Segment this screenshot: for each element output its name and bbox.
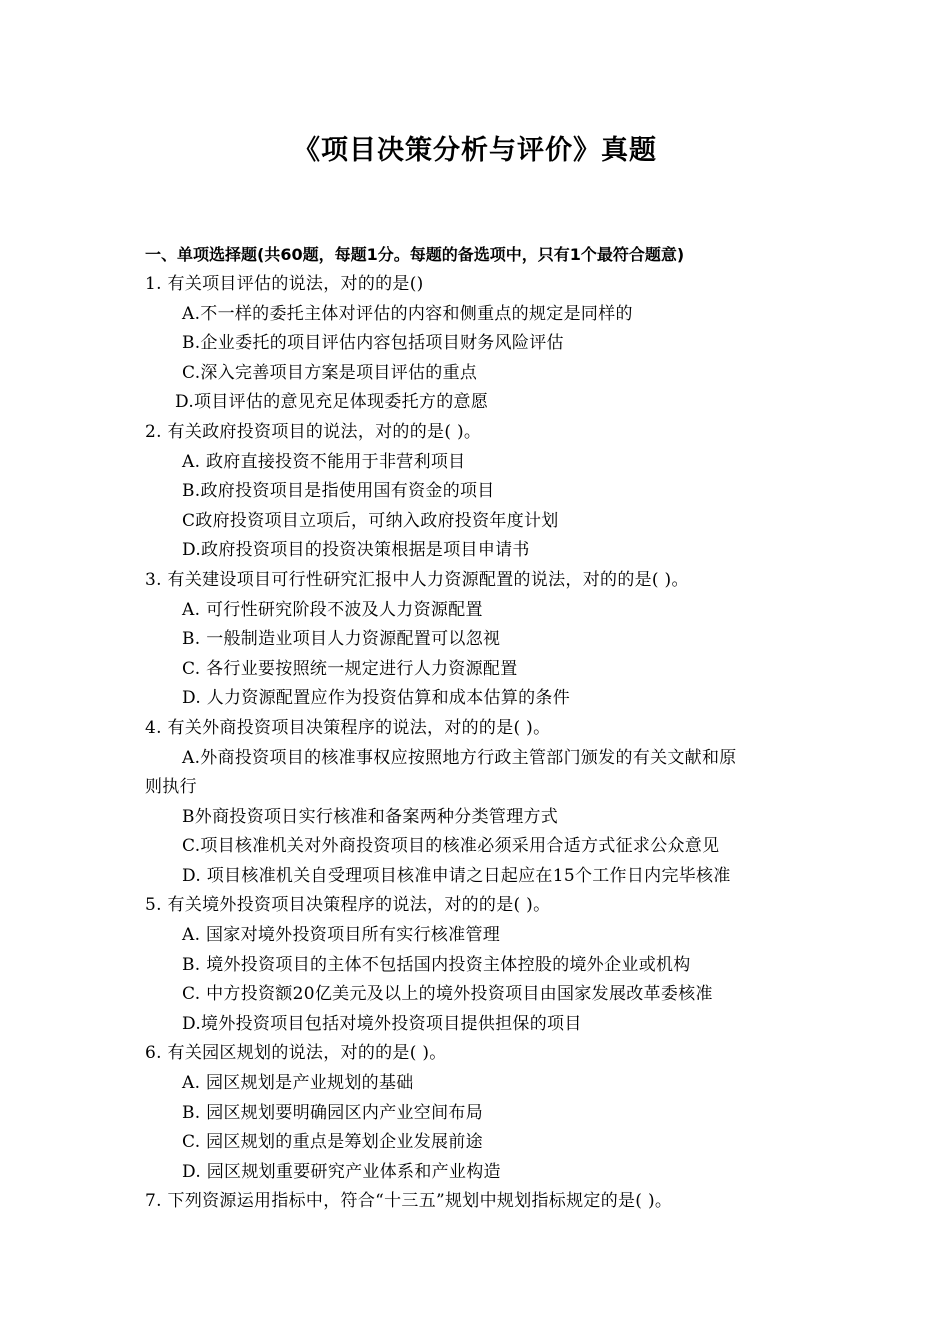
option-a-continuation: 则执行 <box>145 777 197 798</box>
question-stem: 6. 有关园区规划的说法，对的的是( )。 <box>145 1043 447 1064</box>
option-c: C.项目核准机关对外商投资项目的核准必须采用合适方式征求公众意见 <box>182 836 720 857</box>
option-a: A. 政府直接投资不能用于非营利项目 <box>182 451 466 472</box>
option-c: C.深入完善项目方案是项目评估的重点 <box>182 362 478 383</box>
option-a: A. 国家对境外投资项目所有实行核准管理 <box>182 925 501 946</box>
option-d: D.政府投资项目的投资决策根据是项目申请书 <box>182 540 530 561</box>
option-c: C. 各行业要按照统一规定进行人力资源配置 <box>182 658 518 679</box>
option-d: D.境外投资项目包括对境外投资项目提供担保的项目 <box>182 1013 582 1034</box>
question-stem: 2. 有关政府投资项目的说法，对的的是( )。 <box>145 421 482 442</box>
option-d: D. 人力资源配置应作为投资估算和成本估算的条件 <box>182 688 571 709</box>
option-d: D.项目评估的意见充足体现委托方的意愿 <box>175 392 489 413</box>
option-a: A. 可行性研究阶段不波及人力资源配置 <box>182 599 483 620</box>
question-stem: 1. 有关项目评估的说法，对的的是() <box>145 274 424 294</box>
option-b: B. 一般制造业项目人力资源配置可以忽视 <box>182 629 501 650</box>
option-c: C. 中方投资额20亿美元及以上的境外投资项目由国家发展改革委核准 <box>182 984 713 1005</box>
document-body <box>145 240 815 1217</box>
option-b: B.企业委托的项目评估内容包括项目财务风险评估 <box>182 333 564 354</box>
option-c: C政府投资项目立项后，可纳入政府投资年度计划 <box>182 510 559 531</box>
question-stem: 3. 有关建设项目可行性研究汇报中人力资源配置的说法，对的的是( )。 <box>145 569 689 590</box>
question-stem: 4. 有关外商投资项目决策程序的说法，对的的是( )。 <box>145 717 551 738</box>
question-stem: 5. 有关境外投资项目决策程序的说法，对的的是( )。 <box>145 895 551 916</box>
option-a: A.外商投资项目的核准事权应按照地方行政主管部门颁发的有关文献和原 <box>182 747 737 768</box>
option-a: A.不一样的委托主体对评估的内容和侧重点的规定是同样的 <box>182 303 633 324</box>
option-d: D. 园区规划重要研究产业体系和产业构造 <box>182 1161 501 1182</box>
section-heading: 一、单项选择题(共60题，每题1分。每题的备选项中，只有1个最符合题意) <box>145 245 685 264</box>
document-title: 《项目决策分析与评价》真题 <box>293 135 657 166</box>
option-b: B. 园区规划要明确园区内产业空间布局 <box>182 1102 483 1123</box>
option-b: B. 境外投资项目的主体不包括国内投资主体控股的境外企业或机构 <box>182 954 691 975</box>
option-c: C. 园区规划的重点是筹划企业发展前途 <box>182 1132 483 1153</box>
option-b: B.政府投资项目是指使用国有资金的项目 <box>182 481 495 502</box>
option-b: B外商投资项日实行核准和备案两种分类管理方式 <box>182 806 559 827</box>
option-a: A. 园区规划是产业规划的基础 <box>182 1073 414 1094</box>
question-stem: 7. 下列资源运用指标中，符合“十三五”规划中规划指标规定的是( )。 <box>145 1191 673 1212</box>
option-d: D. 项目核准机关自受理项目核准申请之日起应在15个工作日内完毕核准 <box>182 865 731 886</box>
